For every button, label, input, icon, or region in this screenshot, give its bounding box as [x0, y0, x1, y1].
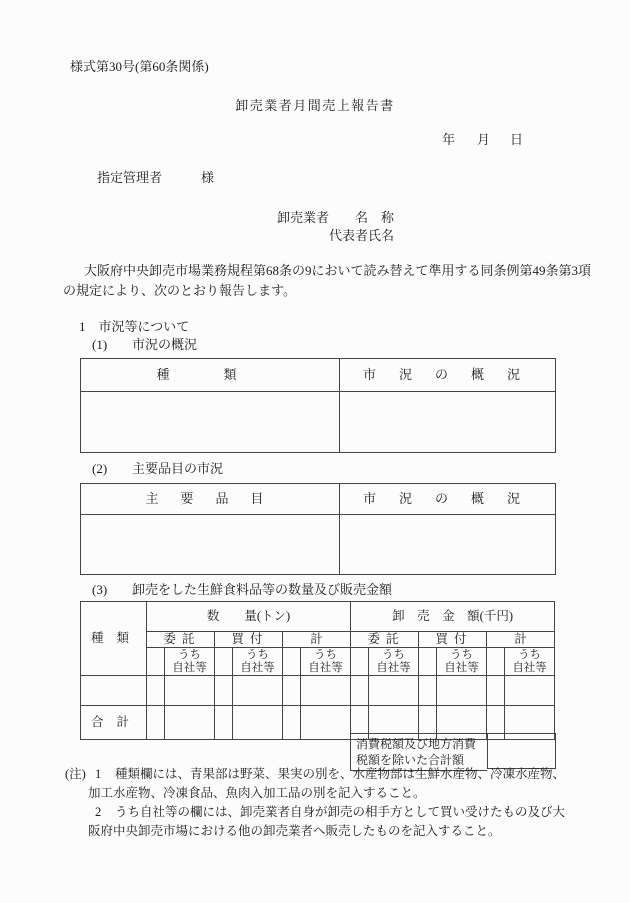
representative-name-line: 代表者氏名 [329, 228, 395, 243]
sub1-label: 市況の概況 [132, 337, 198, 352]
amt-total-header: 計 [487, 632, 555, 648]
sub3-label: 卸売をした生鮮食料品等の数量及び販売金額 [132, 582, 393, 597]
page-title: 卸売業者月間売上報告書 [235, 98, 395, 113]
date-year-label: 年 [442, 132, 456, 147]
overview-condition-header: 市況の概況 [340, 359, 556, 392]
total-row-label: 合計 [81, 706, 147, 740]
amt-purchase-main-subcol [419, 648, 437, 676]
qty-total-uchi-header: うち 自社等 [301, 648, 351, 676]
addressee-line [97, 171, 214, 185]
notes-label: (注) [65, 767, 86, 781]
honorific-label: 様 [201, 170, 215, 185]
note1-line1: 種類欄には、青果部は野菜、果実の別を、水産物部は生鮮水産物、冷凍水産物、 [115, 767, 566, 781]
body-paragraph-line1: 大阪府中央卸売市場業務規程第68条の9において読み替えて準用する同条例第49条第3項 [84, 263, 592, 278]
note2-line1: うち自社等の欄には、卸売業者自身が卸売の相手方として買い受けたもの及び大 [115, 805, 566, 819]
sub1-number: (1) [92, 337, 108, 352]
sub2-number: (2) [92, 461, 108, 476]
qty-purchase-main-subcol [215, 648, 233, 676]
amt-total-main-subcol [487, 648, 505, 676]
date-month-label: 月 [477, 132, 491, 147]
overview-kind-cell [81, 392, 340, 453]
quantity-group-header: 数 量(トン) [147, 602, 351, 632]
date-day-label: 日 [510, 132, 524, 147]
qty-commission-header: 委託 [147, 632, 215, 648]
major-items-table [80, 483, 556, 575]
overview-condition-cell [340, 392, 556, 453]
amt-commission-main-subcol [351, 648, 369, 676]
major-item-cell [81, 515, 340, 575]
qty-commission-uchi-header: うち 自社等 [165, 648, 215, 676]
addressee-label: 指定管理者 [97, 170, 163, 185]
sales-kind-header: 種類 [81, 602, 147, 676]
market-overview-table [80, 358, 556, 453]
amt-commission-header: 委託 [351, 632, 419, 648]
form-number: 様式第30号(第60条関係) [70, 59, 209, 74]
major-condition-cell [340, 515, 556, 575]
note1-number: 1 [95, 767, 102, 781]
amt-total-uchi-header: うち 自社等 [505, 648, 555, 676]
tax-exclusion-label: 消費税額及び地方消費 税額を除いた合計額 [350, 733, 487, 771]
body-paragraph-line2: の規定により、次のとおり報告します。 [63, 283, 296, 298]
amt-commission-uchi-header: うち 自社等 [369, 648, 419, 676]
overview-kind-header: 種類 [81, 359, 340, 392]
qty-purchase-uchi-header: うち 自社等 [233, 648, 283, 676]
tax-exclusion-value-cell [487, 733, 556, 769]
section1-heading: 1 市況等について [79, 319, 190, 334]
sales-data-row [81, 676, 555, 706]
sub2-label: 主要品目の市況 [132, 461, 224, 476]
qty-commission-main-subcol [147, 648, 165, 676]
qty-total-main-subcol [283, 648, 301, 676]
amt-purchase-uchi-header: うち 自社等 [437, 648, 487, 676]
tax-exclusion-row [350, 733, 556, 771]
qty-purchase-header: 買付 [215, 632, 283, 648]
note2-number: 2 [95, 805, 102, 819]
note1-line2: 加工水産物、冷凍食品、魚肉入加工品の別を記入すること。 [88, 786, 426, 800]
date-line [442, 133, 523, 147]
wholesaler-name-line: 卸売業者 名 称 [277, 210, 395, 225]
amount-group-header: 卸 売 金 額(千円) [351, 602, 555, 632]
major-item-header: 主要品目 [81, 484, 340, 515]
sales-table [80, 601, 555, 740]
major-condition-header: 市況の概況 [340, 484, 556, 515]
note2-line2: 阪府中央卸売市場における他の卸売業者へ販売したものを記入すること。 [88, 824, 501, 838]
qty-total-header: 計 [283, 632, 351, 648]
sub3-number: (3) [92, 582, 108, 597]
amt-purchase-header: 買付 [419, 632, 487, 648]
